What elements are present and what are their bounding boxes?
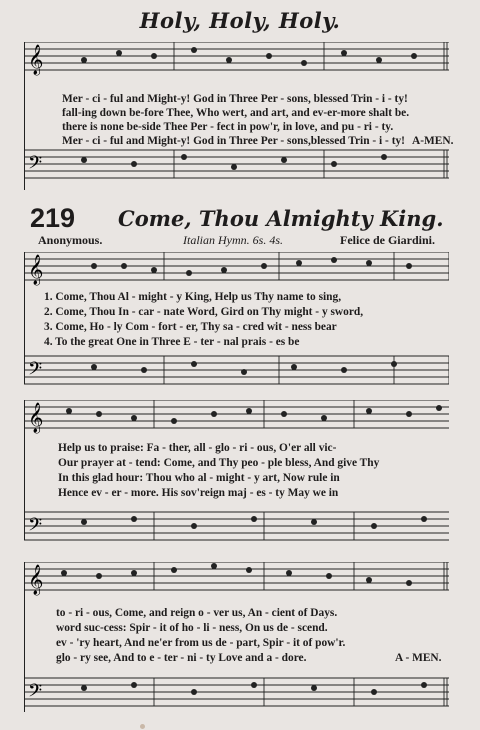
top-lyric-line-3: there is none be-side Thee Per - fect in pow'r, in love, and pu - ri - ty. xyxy=(62,121,394,133)
hymn-author: Anonymous. xyxy=(38,233,103,247)
top-lyric-line-4: Mer - ci - ful and Might-y! God in Three Per - sons,blessed Trin - i - ty! xyxy=(62,135,405,147)
treble-clef-icon: 𝄞 xyxy=(28,45,44,75)
bass-clef-icon: 𝄢 xyxy=(28,681,43,706)
treble-clef-icon: 𝄞 xyxy=(28,403,44,433)
hymn-amen: A - MEN. xyxy=(395,652,442,664)
verse-line-2-2: Our prayer at - tend: Come, and Thy peo - ple bless, And give Thy xyxy=(58,457,380,469)
paper-spot xyxy=(140,724,145,729)
verse-line-2-1: Help us to praise: Fa - ther, all - glo - ri - ous, O'er all vic- xyxy=(58,442,337,454)
verse-line-2-4: Hence ev - er - more. His sov'reign maj - es - ty May we in xyxy=(58,487,339,499)
tune-meter: 6s. 4s. xyxy=(252,233,283,247)
verse-line-1-2: 2. Come, Thou In - car - nate Word, Gird on Thy might - y sword, xyxy=(44,306,364,318)
verse-line-3-3: ev - 'ry heart, And ne'er from us de - part, Spir - it of pow'r. xyxy=(56,637,346,649)
hymn-number: 219 xyxy=(30,203,76,233)
verse-line-3-4: glo - ry see, And to e - ter - ni - ty Love and a - dore. xyxy=(56,652,307,664)
verse-line-1-4: 4. To the great One in Three E - ter - nal prais - es be xyxy=(44,336,300,348)
top-amen: A-MEN. xyxy=(412,135,454,147)
bass-clef-icon: 𝄢 xyxy=(28,359,43,384)
verse-line-1-3: 3. Come, Ho - ly Com - fort - er, Thy sa - cred wit - ness bear xyxy=(44,321,337,333)
hymn-composer: Felice de Giardini. xyxy=(340,233,435,247)
top-hymn-title: Holy, Holy, Holy. xyxy=(139,8,341,33)
bass-clef-icon: 𝄢 xyxy=(28,515,43,540)
verse-line-3-2: word suc-cess: Spir - it of ho - li - ness, On us de - scend. xyxy=(56,622,328,634)
hymn-tune xyxy=(183,233,283,248)
top-lyric-line-2: fall-ing down be-fore Thee, Who wert, and art, and ev-er-more shalt be. xyxy=(62,107,410,119)
verse-line-2-3: In this glad hour: Thou who al - might - y art, Now rule in xyxy=(58,472,340,484)
treble-clef-icon: 𝄞 xyxy=(28,565,44,595)
treble-clef-icon: 𝄞 xyxy=(28,255,44,285)
verse-line-3-1: to - ri - ous, Come, and reign o - ver us, An - cient of Days. xyxy=(56,607,338,619)
bass-clef-icon: 𝄢 xyxy=(28,153,43,178)
top-lyric-line-1: Mer - ci - ful and Might-y! God in Three Per - sons, blessed Trin - i - ty! xyxy=(62,93,408,105)
verse-line-1-1: 1. Come, Thou Al - might - y King, Help us Thy name to sing, xyxy=(44,291,342,303)
tune-name: Italian Hymn. xyxy=(183,233,250,247)
hymn-title: Come, Thou Almighty King. xyxy=(118,206,444,231)
